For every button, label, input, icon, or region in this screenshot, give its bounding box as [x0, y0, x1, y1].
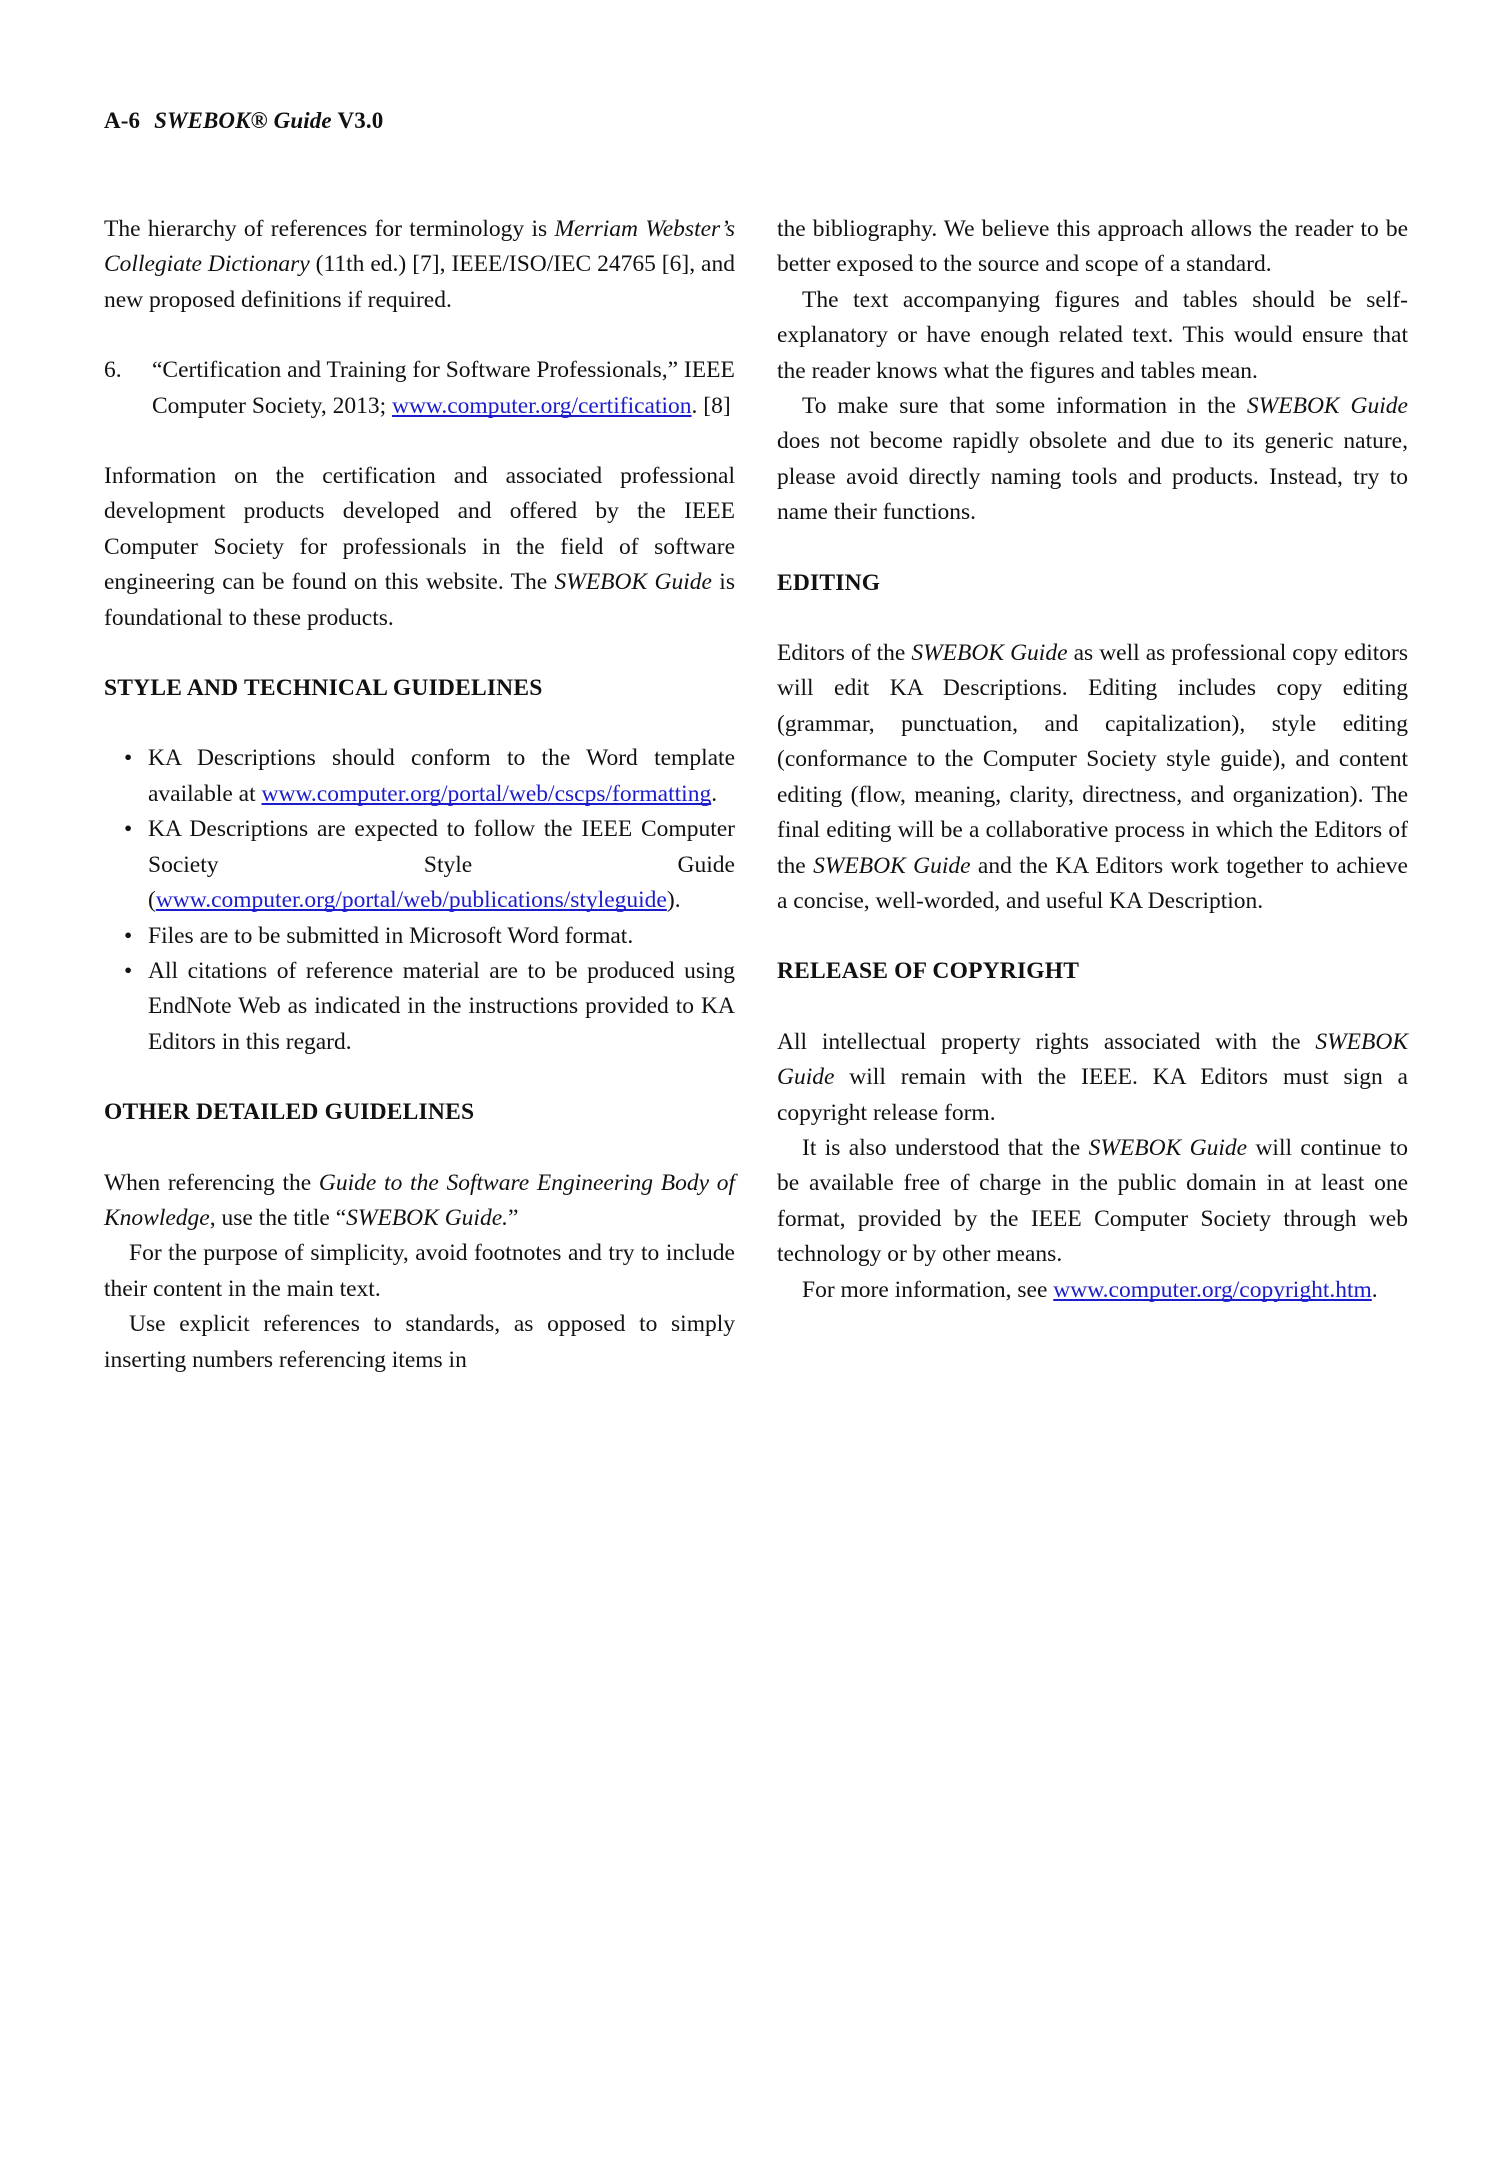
heading-release-of-copyright: RELEASE OF COPYRIGHT [777, 958, 1080, 985]
text-run: . [711, 780, 718, 807]
list-item [104, 812, 735, 918]
italic-swebok-guide: SWEBOK Guide [813, 852, 971, 879]
text-run: When referencing the [104, 1169, 319, 1196]
link-computer-org-certification[interactable]: www.computer.org/certification [391, 392, 692, 419]
text-run: Information on the certification and associated professional development products developed and offered by the IEEE Computer Society for professionals in the field of software engineering can be found on this website. The [104, 463, 735, 596]
paragraph-more-information [777, 1273, 1408, 1308]
text-run: and the KA Editors work together to achieve a concise, well-worded, and useful KA Description. [777, 852, 1408, 914]
text-run: . [8] [691, 392, 731, 419]
italic-swebok-guide: SWEBOK Guide [777, 1028, 1408, 1091]
text-run: Files are to be submitted in Microsoft Word format. [148, 922, 634, 949]
text-run: will continue to be available free of charge in the public domain in at least one format, provided by the IEEE Computer Society through web technology or by other means. [777, 1134, 1408, 1268]
text-run: is foundational to these products. [104, 569, 735, 631]
paragraph-free-of-charge [777, 1131, 1408, 1273]
heading-editing: EDITING [777, 569, 881, 596]
text-run: Editors of the [777, 640, 912, 667]
text-run: ” [508, 1204, 519, 1231]
text-run: does not become rapidly obsolete and due to its generic nature, please avoid directly naming tools and products. Instead, try to name their functions. [777, 428, 1408, 526]
text-run: . [1371, 1276, 1378, 1303]
text-run: KA Descriptions are expected to follow the IEEE Computer Society Style Guide ( [148, 816, 735, 914]
list-item [104, 919, 735, 954]
paragraph-simplicity-footnotes: For the purpose of simplicity, avoid footnotes and try to include their content in the main text. [104, 1240, 735, 1302]
text-run: KA Descriptions should conform to the Word template available at [148, 745, 735, 807]
heading-other-detailed-guidelines: OTHER DETAILED GUIDELINES [104, 1099, 475, 1126]
text-run: To make sure that some information in the [802, 393, 1247, 420]
list-item [104, 954, 735, 1060]
paragraph-information-on-certification [104, 459, 735, 636]
two-column-body [104, 212, 1408, 1378]
text-run: It is also understood that the [802, 1134, 1089, 1161]
paragraph-avoid-obsolescence [777, 389, 1408, 531]
paragraph-editors-of-swebok [777, 636, 1408, 919]
text-run: will remain with the IEEE. KA Editors must sign a copyright release form. [777, 1064, 1408, 1126]
italic-swebok-guide: SWEBOK Guide [911, 640, 1068, 667]
link-publications-styleguide[interactable]: www.computer.org/portal/web/publications/styleguide [155, 887, 667, 914]
running-head-version: V3.0 [337, 108, 384, 133]
right-column [777, 212, 1408, 1378]
text-run: All citations of reference material are to be produced using EndNote Web as indicated in the instructions provided to KA Editors in this regard. [148, 957, 735, 1055]
bullet-icon: • [124, 816, 133, 843]
paragraph-when-referencing [104, 1166, 735, 1237]
bullet-icon: • [124, 957, 133, 984]
left-column [104, 212, 735, 1378]
italic-swebok-guide: SWEBOK Guide [554, 569, 712, 596]
reference-item-number: 6. [104, 357, 122, 384]
text-run: ). [666, 887, 681, 914]
text-run: “Certification and Training for Software Professionals,” IEEE Computer Society, 2013; [152, 357, 735, 419]
italic-swebok-guide: SWEBOK Guide [1246, 393, 1408, 420]
italic-dictionary-title: Merriam Webster’s Collegiate Dictionary [104, 216, 735, 278]
paragraph-explicit-references: Use explicit references to standards, as opposed to simply inserting numbers referencing items in [104, 1311, 735, 1373]
reference-item-6 [104, 353, 735, 424]
list-item [104, 741, 735, 812]
italic-swebok-guide: SWEBOK Guide. [346, 1204, 509, 1231]
bullet-icon: • [124, 745, 133, 772]
italic-swebok-guide: SWEBOK Guide [1088, 1134, 1248, 1161]
italic-guide-to-swebok: Guide to the Software Engineering Body of Knowledge [104, 1169, 735, 1231]
text-run: For more information, see [802, 1276, 1054, 1303]
text-run: (11th ed.) [7], IEEE/ISO/IEC 24765 [6], and new proposed definitions if required. [104, 251, 735, 313]
link-computer-org-copyright[interactable]: www.computer.org/copyright.htm [1053, 1276, 1372, 1303]
style-guidelines-bullet-list [104, 741, 735, 1060]
heading-style-and-technical-guidelines: STYLE AND TECHNICAL GUIDELINES [104, 675, 543, 702]
text-run: All intellectual property rights associated with the [777, 1028, 1316, 1055]
text-run: The hierarchy of references for terminology is [104, 216, 555, 242]
running-head-folio: A-6 [104, 108, 141, 133]
paragraph-intellectual-property-rights [777, 1025, 1408, 1131]
paragraph-text-accompanying-figures: The text accompanying figures and tables should be self-explanatory or have enough related text. This would ensure that the reader knows what the figures and tables mean. [777, 286, 1408, 384]
bullet-icon: • [124, 922, 133, 949]
running-head-title: SWEBOK® Guide [154, 108, 332, 133]
paragraph-hierarchy-of-references [104, 212, 735, 318]
paragraph-bibliography-continuation: the bibliography. We believe this approach allows the reader to be better exposed to the source and scope of a standard. [777, 216, 1408, 278]
running-head [104, 108, 383, 134]
text-run: as well as professional copy editors will edit KA Descriptions. Editing includes copy editing (grammar, punctuation, and capitalization), style editing (conformance to the Computer Society style guide), and content editing (flow, meaning, clarity, directness, and organization). The final editing will be a collaborative process in which the Editors of the [777, 640, 1408, 879]
link-cscps-formatting[interactable]: www.computer.org/portal/web/cscps/formatting [261, 780, 712, 807]
text-run: , use the title “ [209, 1204, 347, 1231]
